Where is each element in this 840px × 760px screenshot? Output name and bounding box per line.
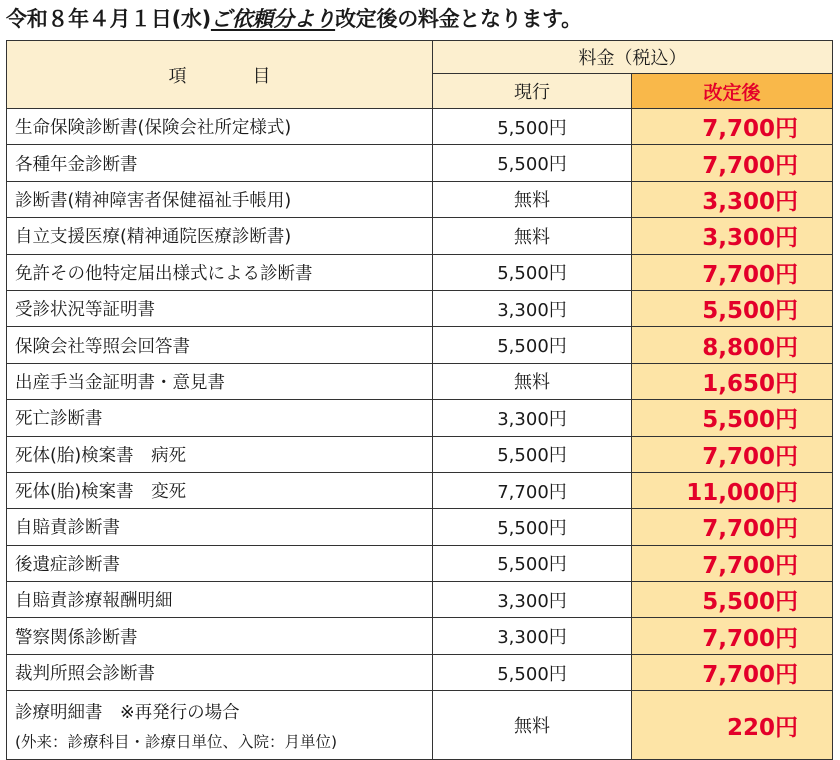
column-header-fee: 料金（税込） — [433, 41, 833, 74]
row-current-fee: 3,300円 — [433, 290, 632, 326]
row-revised-fee: 5,500円 — [632, 290, 833, 326]
heading-underlined: ご依頼分より — [210, 7, 336, 31]
row-revised-fee: 220円 — [632, 691, 833, 760]
row-item: 免許その他特定届出様式による診断書 — [7, 254, 433, 290]
row-current-fee: 無料 — [433, 181, 632, 217]
row-item: 警察関係診断書 — [7, 618, 433, 654]
row-item: 保険会社等照会回答書 — [7, 327, 433, 363]
row-revised-fee: 5,500円 — [632, 400, 833, 436]
row-revised-fee: 7,700円 — [632, 618, 833, 654]
column-header-item: 項 目 — [7, 41, 433, 109]
table-row — [7, 181, 833, 217]
row-current-fee: 5,500円 — [433, 545, 632, 581]
row-current-fee: 5,500円 — [433, 145, 632, 181]
column-header-current: 現行 — [433, 74, 632, 109]
table-row — [7, 582, 833, 618]
table-row-statement-reissue — [7, 691, 833, 760]
table-row — [7, 109, 833, 145]
table-row — [7, 436, 833, 472]
row-revised-fee: 3,300円 — [632, 181, 833, 217]
row-current-fee: 5,500円 — [433, 654, 632, 690]
row-revised-fee: 7,700円 — [632, 145, 833, 181]
table-row — [7, 618, 833, 654]
row-item: 出産手当金証明書・意見書 — [7, 363, 433, 399]
heading-rest: 改定後の料金となります。 — [335, 7, 582, 31]
row-revised-fee: 11,000円 — [632, 472, 833, 508]
row-current-fee: 3,300円 — [433, 618, 632, 654]
row-item: 自賠責診断書 — [7, 509, 433, 545]
row-current-fee: 無料 — [433, 691, 632, 760]
table-row — [7, 254, 833, 290]
row-revised-fee: 7,700円 — [632, 545, 833, 581]
row-revised-fee: 5,500円 — [632, 582, 833, 618]
row-current-fee: 無料 — [433, 363, 632, 399]
row-item: 後遺症診断書 — [7, 545, 433, 581]
row-item: 自立支援医療(精神通院医療診断書) — [7, 218, 433, 254]
heading-date: 令和８年４月１日(水) — [6, 7, 211, 31]
table-row — [7, 327, 833, 363]
row-revised-fee: 8,800円 — [632, 327, 833, 363]
table-row — [7, 290, 833, 326]
row-item-title: 診療明細書 ※再発行の場合 — [15, 702, 240, 723]
row-revised-fee: 7,700円 — [632, 436, 833, 472]
column-header-revised: 改定後 — [632, 74, 833, 109]
row-item: 診断書(精神障害者保健福祉手帳用) — [7, 181, 433, 217]
row-current-fee: 5,500円 — [433, 327, 632, 363]
row-current-fee: 5,500円 — [433, 109, 632, 145]
row-revised-fee: 7,700円 — [632, 509, 833, 545]
notice-heading — [6, 4, 582, 34]
table-row — [7, 145, 833, 181]
row-current-fee: 5,500円 — [433, 436, 632, 472]
row-revised-fee: 1,650円 — [632, 363, 833, 399]
row-current-fee: 無料 — [433, 218, 632, 254]
row-current-fee: 3,300円 — [433, 582, 632, 618]
row-current-fee: 3,300円 — [433, 400, 632, 436]
row-revised-fee: 7,700円 — [632, 109, 833, 145]
row-revised-fee: 7,700円 — [632, 254, 833, 290]
table-row — [7, 472, 833, 508]
row-item: 死体(胎)検案書 病死 — [7, 436, 433, 472]
fee-table — [6, 40, 833, 760]
table-row — [7, 509, 833, 545]
row-item: 死亡診断書 — [7, 400, 433, 436]
row-revised-fee: 3,300円 — [632, 218, 833, 254]
table-row — [7, 218, 833, 254]
table-row — [7, 545, 833, 581]
table-row — [7, 654, 833, 690]
row-item-note: (外来：診療科目・診療日単位、入院：月単位) — [15, 732, 338, 751]
row-item: 受診状況等証明書 — [7, 290, 433, 326]
row-item: 死体(胎)検案書 変死 — [7, 472, 433, 508]
row-item — [7, 691, 433, 760]
row-item: 生命保険診断書(保険会社所定様式) — [7, 109, 433, 145]
row-current-fee: 5,500円 — [433, 509, 632, 545]
row-item: 裁判所照会診断書 — [7, 654, 433, 690]
row-item: 自賠責診療報酬明細 — [7, 582, 433, 618]
table-row — [7, 400, 833, 436]
table-row — [7, 363, 833, 399]
row-revised-fee: 7,700円 — [632, 654, 833, 690]
row-current-fee: 5,500円 — [433, 254, 632, 290]
fee-table-body — [7, 109, 833, 760]
row-item: 各種年金診断書 — [7, 145, 433, 181]
row-current-fee: 7,700円 — [433, 472, 632, 508]
